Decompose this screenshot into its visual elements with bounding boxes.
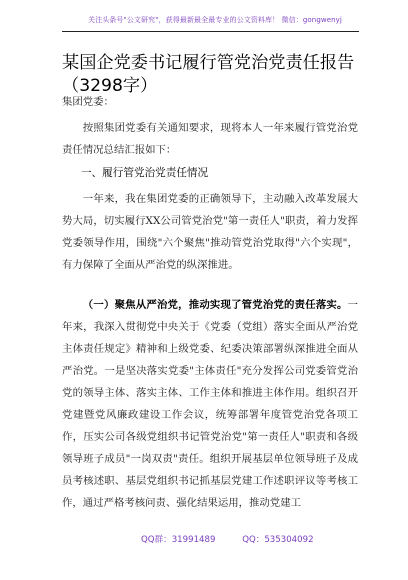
- paragraph-1: 一年来，我在集团党委的正确领导下，主动融入改革发展大势大局，切实履行XX公司管党治党"第一责任人"职责，着力发挥党委领导作用，围绕"六个聚焦"推动管党治党取得"六个实现"，有力保障了全面从严治党的纵深推进。: [62, 193, 358, 271]
- footer-contacts: [141, 533, 314, 545]
- intro-paragraph: 按照集团党委有关通知要求，现将本人一年来履行管党治党责任情况总结汇报如下：: [62, 122, 358, 156]
- paragraph-2-body: 一年来，我深入贯彻党中央关于《党委（党组）落实全面从严治党主体责任规定》精神和上级党委、纪委决策部署纵深推进全面从严治党。一是坚决落实党委"主体责任"充分发挥公司党委管党治党的领导主体、落实主体、工作主体和推进主体作用。组织召开党建暨党风廉政建设工作会议，统筹部署年度管党治党各项工作，压实公司各级党组织书记管党治党"第一责任人"职责和各级领导班子成员"一岗双责"责任。组织开展基层单位领导班子及成员考核述职、基层党组织书记抓基层党建工作述职评议等考核工作，通过严格考核问责、强化结果运用，推动党建工: [62, 299, 358, 509]
- footer-qq-group: QQ群：31991489: [141, 535, 216, 545]
- document-title: 某国企党委书记履行管党治党责任报告（3298字）: [62, 53, 355, 96]
- header-note: 关注头条号"公文研究"，获得最新最全最专业的公文资料库！ 微信：gongwenyj: [88, 16, 342, 24]
- footer-qq: QQ：535304092: [242, 535, 314, 545]
- header-divider: [62, 31, 359, 32]
- section-heading: 一、履行管党治党责任情况: [81, 167, 209, 179]
- paragraph-2-heading: （一）聚焦从严治党，推动实现了管党治党的责任落实。: [82, 299, 348, 311]
- greeting: 集团党委：: [62, 96, 114, 108]
- paragraph-2: [62, 294, 358, 514]
